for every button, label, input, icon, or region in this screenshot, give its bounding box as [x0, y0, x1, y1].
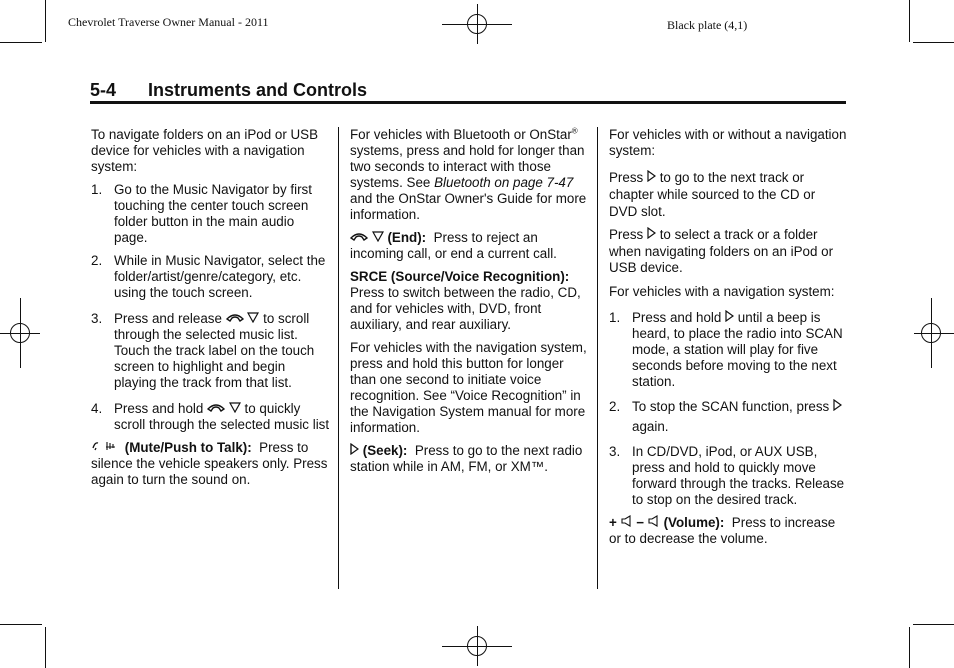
crop-mark [913, 42, 954, 43]
step-number: 2. [91, 253, 103, 268]
step-text: to scroll through the selected music list. Touch the track label on the touch screen to highlight and begin playing the track from that list. [114, 311, 315, 390]
registration-mark [10, 323, 30, 343]
end-label: (End): [387, 230, 427, 245]
step-number: 2. [609, 398, 621, 414]
text-run: to go to the next track or chapter while sourced to the CD or DVD slot. [609, 170, 816, 219]
phone-icon [207, 403, 225, 415]
paragraph [350, 127, 590, 223]
end-text: Press to reject an incoming call, or end a current call. [350, 230, 557, 261]
paragraph [350, 269, 590, 333]
srce-text: Press to switch between the radio, CD, and for vehicles with, DVD, front auxiliary, and rear auxiliary. [350, 285, 581, 332]
down-triangle-icon [247, 312, 259, 325]
list-item [91, 253, 331, 301]
running-header: Chevrolet Traverse Owner Manual - 2011 [68, 15, 269, 29]
seek-next-icon [647, 170, 656, 184]
list-item [91, 182, 331, 246]
step-text: Press and hold [632, 309, 722, 325]
list-item [609, 310, 847, 390]
step-number: 3. [91, 311, 103, 326]
mute-label: (Mute/Push to Talk): [124, 440, 252, 455]
crop-mark [913, 624, 954, 625]
text-run: and the OnStar Owner's Guide for more information. [350, 191, 587, 222]
column-divider [338, 127, 339, 589]
list-item [91, 311, 331, 391]
paragraph: For vehicles with the navigation system, press and hold this button for longer than one second to initiate voice recognition. See “Voice Recognition” in the Navigation System manual for more information. [350, 340, 587, 435]
paragraph [609, 169, 847, 220]
seek-next-icon [647, 227, 656, 241]
step-text: again. [632, 418, 669, 434]
list-item [609, 444, 847, 508]
step-list [609, 310, 847, 508]
text-run: to select a track or a folder when navigating folders on an iPod or USB device. [609, 227, 834, 275]
step-number: 4. [91, 401, 103, 416]
registered-mark: ® [571, 126, 578, 136]
srce-label: SRCE (Source/Voice Recognition): [350, 269, 570, 284]
mute-text: Press to silence the vehicle speakers only. Press again to turn the sound on. [91, 440, 328, 487]
volume-plus: + [609, 514, 617, 530]
crop-mark [45, 627, 46, 668]
registration-mark [467, 14, 487, 34]
paragraph [350, 230, 590, 262]
step-number: 1. [91, 182, 103, 197]
phone-icon [350, 232, 368, 244]
seek-next-icon [833, 399, 842, 413]
paragraph [91, 440, 331, 488]
down-triangle-icon [229, 402, 241, 415]
mute-icon [91, 440, 121, 454]
column-divider [597, 127, 598, 589]
text-run: Press [609, 227, 644, 242]
text-run: For vehicles with Bluetooth or OnStar [350, 127, 572, 142]
crop-mark [909, 0, 910, 42]
crop-mark [45, 0, 46, 42]
paragraph: To navigate folders on an iPod or USB device for vehicles with a navigation system: [91, 127, 319, 174]
step-text: to quickly scroll through the selected music list [114, 401, 330, 432]
step-text: While in Music Navigator, select the folder/artist/genre/category, etc. using the touch screen. [114, 253, 326, 300]
registration-mark [921, 323, 941, 343]
volume-minus: − [636, 514, 645, 530]
seek-next-icon [350, 443, 359, 457]
step-text: Press and release [114, 311, 222, 326]
column-2 [350, 127, 590, 482]
down-triangle-icon [372, 231, 384, 244]
step-text: Press and hold [114, 401, 204, 416]
step-text: until a beep is heard, to place the radio into SCAN mode, a station will play for five seconds before moving to the next station. [632, 309, 843, 389]
volume-label: (Volume): [663, 514, 725, 530]
title-rule [90, 101, 846, 104]
section-name: Instruments and Controls [148, 80, 368, 100]
step-text: To stop the SCAN function, press [632, 398, 830, 414]
crop-mark [0, 42, 42, 43]
text-run: systems, press and hold for longer than two seconds to interact with those systems. See [350, 143, 585, 190]
list-item [609, 397, 847, 437]
seek-next-icon [725, 310, 734, 324]
crop-mark [909, 627, 910, 668]
registration-mark [467, 636, 487, 656]
step-text: In CD/DVD, iPod, or AUX USB, press and hold to quickly move forward through the tracks. Release to stop on the desired track. [632, 443, 845, 507]
section-number: 5-4 [90, 80, 117, 100]
volume-text: Press to increase or to decrease the volume. [609, 514, 836, 546]
step-number: 1. [609, 309, 621, 325]
step-text: Go to the Music Navigator by first touching the center touch screen folder button in the main audio page. [114, 182, 312, 245]
paragraph [609, 227, 847, 277]
section-title [90, 80, 367, 101]
paragraph: For vehicles with or without a navigation system: [609, 127, 847, 158]
text-run: Press [609, 170, 644, 185]
column-3 [609, 127, 847, 554]
seek-text: Press to go to the next radio station while in AM, FM, or XM™. [350, 443, 583, 474]
cross-reference: Bluetooth on page 7-47 [434, 175, 574, 190]
paragraph [350, 443, 590, 475]
step-list [91, 182, 331, 433]
step-number: 3. [609, 443, 621, 459]
crop-mark [0, 624, 42, 625]
phone-icon [226, 313, 244, 325]
column-1 [91, 127, 331, 495]
list-item [91, 401, 331, 433]
paragraph: For vehicles with a navigation system: [609, 283, 835, 299]
seek-label: (Seek): [362, 443, 408, 458]
volume-icon [648, 515, 660, 529]
volume-icon [621, 515, 633, 529]
paragraph [609, 515, 847, 547]
plate-label: Black plate (4,1) [667, 18, 748, 32]
